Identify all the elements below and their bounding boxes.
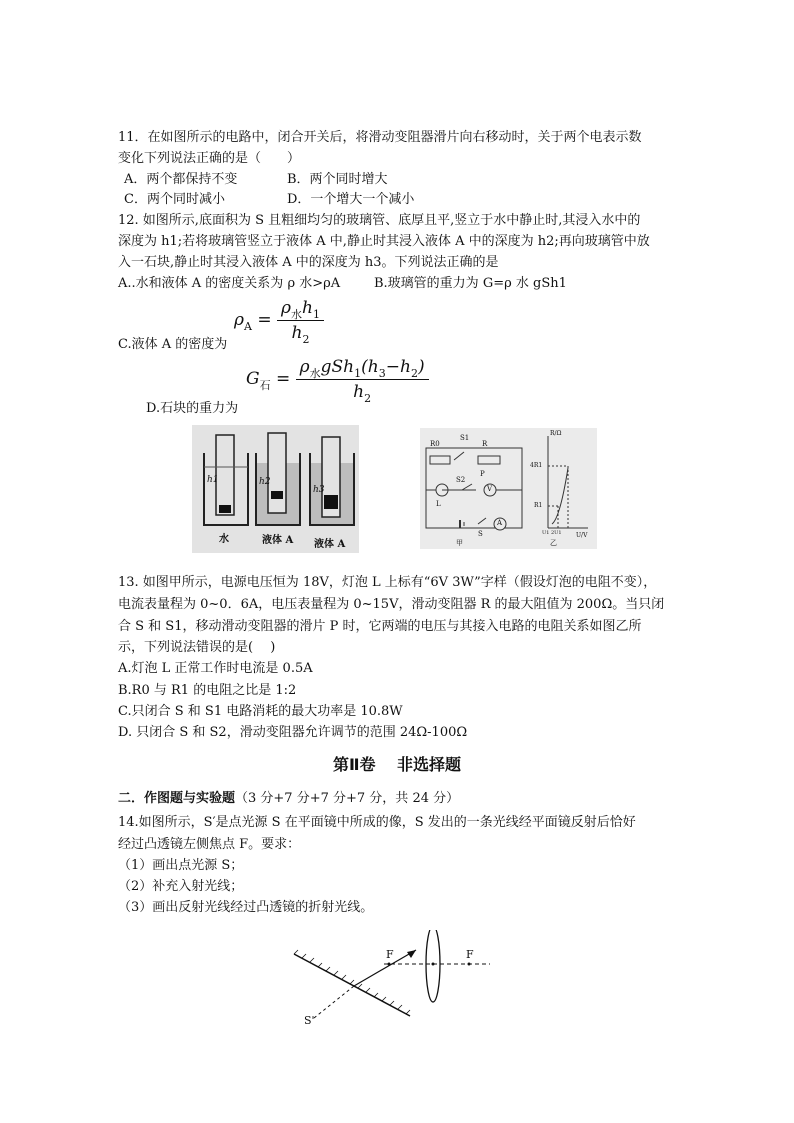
section-name: 二．作图题与实验题 [118,791,236,806]
q13-option-d: D. 只闭合 S 和 S2，滑动变阻器允许调节的范围 24Ω-100Ω [118,725,468,740]
h3-label: h3 [313,485,325,495]
q11-option-c: C．两个同时减小 [124,192,225,207]
water-label: 水 [219,534,229,545]
r-label: R [482,440,488,448]
q11-option-a: A．两个都保持不变 [124,172,238,187]
q11-option-b: B．两个同时增大 [287,172,388,187]
q12-option-b: B.玻璃管的重力为 G=ρ 水 gSh1 [374,276,567,291]
ammeter-label: A [497,519,503,527]
q13-option-b: B.R0 与 R1 的电阻之比是 1:2 [118,683,297,698]
q12-formula-d: $G_石$ = $\frac{\rho_水gSh_1(h_3-h_2)}{h_2}$ [246,357,429,402]
l-label: L [436,500,441,508]
q12-option-d: D.石块的重力为 [146,401,239,416]
q11-stem-line1: 11．在如图所示的电路中，闭合开关后，将滑动变阻器滑片向右移动时，关于两个电表示数 [118,130,642,145]
section-title [118,787,459,806]
r0-label: R0 [430,440,440,448]
focal-point-right [468,963,471,966]
graph-4r1-label: 4R1 [530,462,543,469]
image-extension-line [314,986,354,1018]
p-label: P [480,470,485,478]
q14-requirement-3: （3）画出反射光线经过凸透镜的折射光线。 [118,900,374,915]
q13-stem-line1: 13. 如图甲所示，电源电压恒为 18V，灯泡 L 上标有“6V 3W”字样（假设灯泡的电阻不变）， [118,575,657,590]
part2-heading: 第Ⅱ卷 非选择题 [332,755,462,774]
q12-stem-line2: 深度为 h1;若将玻璃管竖立于液体 A 中,静止时其浸入液体 A 中的深度为 h2;再向玻璃管中放 [118,234,650,249]
graph-r1-label: R1 [534,502,543,509]
h2-label: h2 [259,477,271,487]
s1-label: S1 [460,434,470,442]
image-s-prime-label: S' [304,1014,315,1027]
optical-center [432,963,435,966]
section-score: （3 分+7 分+7 分+7 分，共 24 分） [235,791,460,806]
reflected-ray [354,950,416,986]
liquid-a-label-1: 液体 A [262,535,294,546]
graph-y-label: R/Ω [550,430,562,437]
yi-label: 乙 [550,539,557,547]
focus-right-label: F [466,948,474,961]
focus-left-label: F [386,948,394,961]
q14-stem-line1: 14.如图所示，S′是点光源 S 在平面镜中所成的像，S 发出的一条光线经平面镜反射后恰好 [118,815,636,830]
glass-tube-figure [192,425,359,553]
graph-x-label: U/V [576,532,588,539]
s2-label: S2 [456,476,466,484]
arrow-icon [407,950,416,958]
q14-stem-line2: 经过凸透镜左侧焦点 F。要求： [118,837,301,852]
convex-lens [426,930,440,1002]
q14-requirement-2: （2）补充入射光线； [118,879,244,894]
s-label: S [478,530,483,538]
q13-stem-line2: 电流表量程为 0~0．6A，电压表量程为 0~15V，滑动变阻器 R 的最大阻值为 200Ω。当只闭 [118,597,665,612]
voltmeter-label: V [487,485,493,493]
jia-label: 甲 [456,539,463,547]
liquid-a-label-2: 液体 A [314,539,346,550]
q12-formula-c: $\rho_A$ = $\frac{\rho_水h_1}{h_2}$ [234,298,324,343]
q13-stem-line4: 示，下列说法错误的是( ) [118,640,276,655]
focal-point-left [388,963,391,966]
h1-label: h1 [207,475,219,485]
q12-option-a: A..水和液体 A 的密度关系为 ρ 水>ρA [118,276,341,291]
q12-stem-line1: 12. 如图所示,底面积为 S 且粗细均匀的玻璃管、底厚且平,竖立于水中静止时,其浸入水中的 [118,213,641,228]
q13-option-c: C.只闭合 S 和 S1 电路消耗的最大功率是 10.8W [118,704,403,719]
q13-stem-line3: 合 S 和 S1，移动滑动变阻器的滑片 P 时，它两端的电压与其接入电路的电阻关系如图乙所 [118,619,642,634]
q13-option-a: A.灯泡 L 正常工作时电流是 0.5A [118,661,313,676]
q11-stem-line2: 变化下列说法正确的是（ ） [118,151,301,166]
circuit-figure [420,428,597,549]
q12-option-c: C.液体 A 的密度为 [118,337,228,352]
q12-stem-line3: 入一石块,静止时其浸入液体 A 中的深度为 h3。下列说法正确的是 [118,255,499,270]
graph-ticks: U1 2U1 [542,530,562,536]
q11-option-d: D．一个增大一个减小 [287,192,415,207]
q14-requirement-1: （1）画出点光源 S； [118,858,244,873]
